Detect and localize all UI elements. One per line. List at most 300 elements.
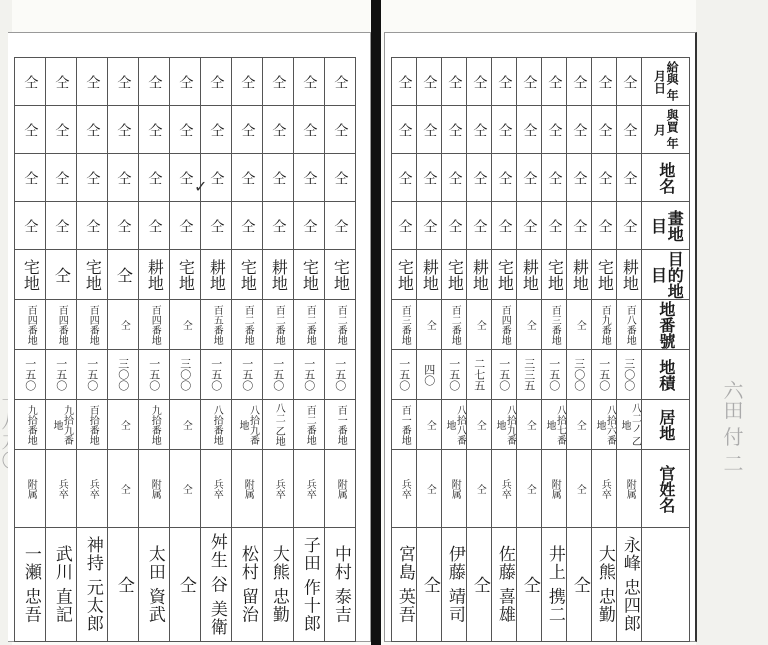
left-entry: 附属 — [149, 478, 161, 499]
left-cell — [170, 250, 201, 300]
left-entry: 仝 — [146, 218, 163, 233]
right-cell — [617, 58, 642, 106]
right-entry: 耕地 — [620, 258, 640, 291]
right-cell — [592, 350, 617, 400]
right-entry: 宅地 — [595, 258, 615, 291]
left-entry: 百拾番地 — [87, 404, 99, 445]
right-entry: 附属 — [624, 478, 636, 499]
right-cell — [417, 350, 442, 400]
left-cell — [15, 106, 46, 154]
right-cell — [392, 58, 417, 106]
right-cell — [517, 154, 542, 202]
left-entry: 宅地 — [176, 258, 196, 291]
left-cell — [201, 528, 232, 642]
left-cell — [108, 202, 139, 250]
left-entry: 仝 — [53, 170, 70, 185]
left-entry: 仝 — [270, 122, 287, 137]
right-cell — [567, 106, 592, 154]
left-cell — [15, 202, 46, 250]
right-cell — [467, 350, 492, 400]
left-cell — [294, 450, 325, 528]
right-entry: 仝 — [446, 170, 463, 185]
right-cell — [467, 202, 492, 250]
right-entry: 兵卒 — [499, 478, 511, 499]
right-cell — [542, 350, 567, 400]
left-cell — [201, 450, 232, 528]
right-cell — [467, 58, 492, 106]
left-entry: 仝 — [177, 74, 194, 89]
left-entry: 仝 — [22, 170, 39, 185]
right-cell — [492, 400, 517, 450]
left-cell — [46, 154, 77, 202]
left-cell — [201, 350, 232, 400]
left-entry: 仝 — [208, 218, 225, 233]
right-entry: 仝 — [521, 218, 538, 233]
right-entry: 仝 — [446, 74, 463, 89]
right-cell — [642, 400, 690, 450]
left-cell — [325, 58, 356, 106]
right-cell — [442, 202, 467, 250]
right-cell — [417, 450, 442, 528]
left-register-grid — [14, 57, 356, 642]
left-entry: 仝 — [118, 483, 130, 494]
left-cell — [77, 154, 108, 202]
left-cell — [46, 300, 77, 350]
right-cell — [542, 450, 567, 528]
left-entry: 一五〇 — [85, 358, 99, 391]
right-cell — [492, 350, 517, 400]
right-entry: 一五〇 — [597, 358, 611, 391]
right-cell — [517, 58, 542, 106]
right-cell — [542, 202, 567, 250]
right-entry: 二七五 — [472, 358, 486, 391]
left-entry: 九拾九番地 — [51, 404, 73, 445]
right-cell — [467, 450, 492, 528]
left-entry: 宅地 — [83, 258, 103, 291]
right-cell — [517, 450, 542, 528]
left-cell — [139, 106, 170, 154]
left-cell — [232, 450, 263, 528]
right-entry: 永峰 忠四郎 — [619, 536, 640, 633]
left-cell — [77, 250, 108, 300]
left-cell — [170, 400, 201, 450]
right-cell — [492, 58, 517, 106]
right-cell — [392, 300, 417, 350]
right-cell — [592, 250, 617, 300]
right-entry: 仝 — [519, 575, 540, 594]
right-cell — [392, 400, 417, 450]
left-entry: 仝 — [118, 319, 130, 330]
left-entry: 兵卒 — [273, 478, 285, 499]
right-entry: 佐藤 喜雄 — [494, 545, 515, 624]
right-cell — [617, 154, 642, 202]
left-entry: 三〇〇 — [178, 358, 192, 391]
left-cell — [108, 528, 139, 642]
right-entry: 兵卒 — [599, 478, 611, 499]
right-cell — [542, 250, 567, 300]
right-entry: 井上 携二 — [544, 545, 565, 624]
right-entry: 宅地 — [495, 258, 515, 291]
right-register-grid — [391, 57, 690, 642]
right-cell — [642, 58, 690, 106]
left-entry: 仝 — [332, 170, 349, 185]
right-cell — [442, 350, 467, 400]
right-entry: 附属 — [549, 478, 561, 499]
right-entry: 仝 — [571, 170, 588, 185]
left-entry: 仝 — [208, 74, 225, 89]
header-label: 地番號 — [656, 300, 676, 349]
right-cell — [642, 106, 690, 154]
right-cell — [542, 58, 567, 106]
left-cell — [294, 154, 325, 202]
left-entry: 耕地 — [269, 258, 289, 291]
left-cell — [77, 350, 108, 400]
right-cell — [542, 300, 567, 350]
right-cell — [467, 400, 492, 450]
right-entry: 仝 — [396, 74, 413, 89]
right-entry: 仝 — [474, 419, 486, 430]
left-entry: 仝 — [301, 170, 318, 185]
left-entry: 舛生 谷 美衛 — [206, 533, 227, 636]
right-entry: 仝 — [621, 74, 638, 89]
right-cell — [642, 528, 690, 642]
right-entry: 仝 — [524, 419, 536, 430]
left-cell — [263, 154, 294, 202]
right-entry: 百八番地 — [624, 304, 636, 345]
right-entry: 八二ノ 乙地 — [619, 402, 641, 447]
right-cell — [442, 400, 467, 450]
right-entry: 百九番地 — [599, 304, 611, 345]
left-cell — [263, 450, 294, 528]
left-entry: 仝 — [301, 74, 318, 89]
left-cell — [15, 528, 46, 642]
left-entry: 百五番地 — [211, 304, 223, 345]
left-cell — [46, 450, 77, 528]
left-entry: 百二番地 — [273, 304, 285, 345]
left-entry: 仝 — [115, 170, 132, 185]
right-cell — [567, 250, 592, 300]
right-entry: 仝 — [596, 74, 613, 89]
left-entry: 仝 — [113, 575, 134, 594]
right-entry: 仝 — [474, 319, 486, 330]
right-cell — [592, 528, 617, 642]
left-cell — [139, 154, 170, 202]
left-entry: 耕地 — [145, 258, 165, 291]
left-cell — [15, 450, 46, 528]
left-entry: 仝 — [332, 122, 349, 137]
left-cell — [294, 528, 325, 642]
left-cell — [294, 250, 325, 300]
left-entry: 仝 — [239, 122, 256, 137]
right-cell — [642, 350, 690, 400]
right-cell — [492, 300, 517, 350]
right-cell — [517, 350, 542, 400]
left-cell — [108, 300, 139, 350]
left-entry: 仝 — [115, 218, 132, 233]
right-entry: 仝 — [569, 575, 590, 594]
left-cell — [77, 58, 108, 106]
left-page — [8, 32, 371, 642]
right-cell — [617, 300, 642, 350]
left-entry: 仝 — [53, 218, 70, 233]
right-entry: 附属 — [449, 478, 461, 499]
left-cell — [108, 58, 139, 106]
right-cell — [567, 450, 592, 528]
right-entry: 仝 — [596, 122, 613, 137]
right-entry: 耕地 — [570, 258, 590, 291]
left-cell — [46, 202, 77, 250]
right-cell — [417, 58, 442, 106]
right-cell — [392, 154, 417, 202]
left-entry: 仝 — [84, 170, 101, 185]
left-cell — [139, 202, 170, 250]
left-entry: 三〇〇 — [116, 358, 130, 391]
right-cell — [617, 528, 642, 642]
header-label: 給與 年月日 — [652, 61, 680, 102]
right-entry: 仝 — [496, 74, 513, 89]
header-label: 官姓名 — [656, 464, 676, 513]
left-cell — [15, 300, 46, 350]
left-entry: 百二番地 — [304, 304, 316, 345]
left-cell — [263, 528, 294, 642]
right-entry: 仝 — [471, 74, 488, 89]
right-entry: 伊藤 靖司 — [444, 545, 465, 624]
left-entry: 仝 — [146, 74, 163, 89]
right-entry: 仝 — [546, 74, 563, 89]
left-cell — [325, 400, 356, 450]
left-entry: 宅地 — [21, 258, 41, 291]
left-cell — [294, 202, 325, 250]
right-cell — [592, 106, 617, 154]
left-entry: 一五〇 — [209, 358, 223, 391]
left-entry: 百四番地 — [25, 304, 37, 345]
left-cell — [139, 528, 170, 642]
right-cell — [442, 106, 467, 154]
left-entry: 一五〇 — [333, 358, 347, 391]
left-cell — [263, 300, 294, 350]
left-cell — [232, 106, 263, 154]
left-entry: 仝 — [270, 218, 287, 233]
left-cell — [170, 300, 201, 350]
right-cell — [442, 528, 467, 642]
left-entry: 仝 — [22, 218, 39, 233]
left-entry: 仝 — [84, 122, 101, 137]
right-cell — [567, 58, 592, 106]
left-cell — [170, 350, 201, 400]
left-cell — [201, 400, 232, 450]
right-entry: 仝 — [469, 575, 490, 594]
left-cell — [232, 400, 263, 450]
right-cell — [417, 528, 442, 642]
left-cell — [325, 250, 356, 300]
right-entry: 仝 — [421, 218, 438, 233]
left-cell — [325, 350, 356, 400]
right-entry: 仝 — [421, 170, 438, 185]
right-cell — [492, 106, 517, 154]
left-cell — [108, 450, 139, 528]
left-cell — [15, 400, 46, 450]
left-entry: 神持 元太郎 — [82, 536, 103, 633]
left-cell — [325, 450, 356, 528]
right-cell — [592, 450, 617, 528]
right-cell — [392, 106, 417, 154]
right-cell — [592, 300, 617, 350]
left-cell — [201, 300, 232, 350]
right-cell — [517, 202, 542, 250]
right-cell — [417, 400, 442, 450]
right-entry: 百二番地 — [449, 304, 461, 345]
left-entry: 一五〇 — [54, 358, 68, 391]
left-cell — [46, 400, 77, 450]
left-entry: 九拾番地 — [149, 404, 161, 445]
left-entry: 宅地 — [300, 258, 320, 291]
left-cell — [201, 106, 232, 154]
left-cell — [15, 58, 46, 106]
right-entry: 八拾六番地 — [594, 404, 616, 445]
right-cell — [542, 400, 567, 450]
left-cell — [294, 106, 325, 154]
left-entry: 仝 — [208, 170, 225, 185]
right-entry: 仝 — [596, 170, 613, 185]
left-cell — [46, 58, 77, 106]
left-entry: 仝 — [84, 218, 101, 233]
left-cell — [232, 300, 263, 350]
left-cell — [139, 58, 170, 106]
right-cell — [642, 450, 690, 528]
right-entry: 仝 — [524, 319, 536, 330]
right-cell — [467, 106, 492, 154]
right-entry: 大熊 忠勤 — [594, 545, 615, 624]
right-entry: 百三番地 — [549, 304, 561, 345]
right-entry: 仝 — [574, 483, 586, 494]
right-cell — [442, 58, 467, 106]
right-entry: 仝 — [474, 483, 486, 494]
left-entry: 附属 — [242, 478, 254, 499]
right-entry: 八拾九番地 — [494, 404, 516, 445]
left-cell — [108, 400, 139, 450]
left-entry: 耕地 — [207, 258, 227, 291]
right-entry: 宅地 — [395, 258, 415, 291]
left-cell — [232, 350, 263, 400]
right-cell — [517, 106, 542, 154]
left-entry: 仝 — [84, 74, 101, 89]
left-cell — [232, 154, 263, 202]
left-cell — [170, 58, 201, 106]
right-cell — [592, 58, 617, 106]
right-entry: 仝 — [396, 122, 413, 137]
left-cell — [170, 202, 201, 250]
left-cell — [46, 106, 77, 154]
right-entry: 仝 — [621, 122, 638, 137]
right-entry: 仝 — [571, 122, 588, 137]
right-entry: 百四番地 — [499, 304, 511, 345]
left-cell — [263, 106, 294, 154]
left-cell — [77, 202, 108, 250]
left-cell — [263, 250, 294, 300]
left-entry: 仝 — [118, 419, 130, 430]
left-entry: 九拾番地 — [25, 404, 37, 445]
left-cell — [46, 528, 77, 642]
right-entry: 耕地 — [520, 258, 540, 291]
right-entry: 一五〇 — [397, 358, 411, 391]
right-cell — [617, 106, 642, 154]
left-entry: 百二番地 — [304, 404, 316, 445]
right-entry: 仝 — [424, 319, 436, 330]
left-entry: 宅地 — [331, 258, 351, 291]
right-entry: 三〇〇 — [572, 358, 586, 391]
left-entry: 仝 — [22, 122, 39, 137]
left-entry: 仝 — [180, 419, 192, 430]
left-cell — [46, 250, 77, 300]
right-entry: 兵卒 — [399, 478, 411, 499]
right-entry: 宅地 — [445, 258, 465, 291]
left-cell — [263, 202, 294, 250]
right-entry: 仝 — [424, 483, 436, 494]
right-entry: 仝 — [546, 122, 563, 137]
right-entry: 耕地 — [470, 258, 490, 291]
left-entry: 太田 資武 — [144, 545, 165, 624]
left-cell — [263, 350, 294, 400]
right-cell — [417, 300, 442, 350]
right-cell — [442, 250, 467, 300]
right-entry: 仝 — [574, 419, 586, 430]
left-cell — [232, 202, 263, 250]
right-entry: 仝 — [524, 483, 536, 494]
book-spine — [371, 0, 381, 645]
right-entry: 仝 — [446, 122, 463, 137]
left-entry: 仝 — [177, 122, 194, 137]
header-label: 居地 — [656, 408, 676, 441]
right-cell — [492, 202, 517, 250]
left-entry: 仝 — [270, 170, 287, 185]
left-cell — [77, 528, 108, 642]
left-entry: 兵卒 — [56, 478, 68, 499]
left-entry: 大熊 忠勤 — [268, 545, 289, 624]
right-entry: 百一番地 — [399, 404, 411, 445]
left-entry: 一五〇 — [271, 358, 285, 391]
left-entry: 仝 — [53, 74, 70, 89]
right-cell — [592, 202, 617, 250]
right-entry: 仝 — [574, 319, 586, 330]
left-entry: 仝 — [180, 483, 192, 494]
header-label: 目的地目 — [648, 250, 685, 299]
right-cell — [492, 450, 517, 528]
right-cell — [492, 528, 517, 642]
right-cell — [567, 350, 592, 400]
right-cell — [467, 154, 492, 202]
right-entry: 仝 — [596, 218, 613, 233]
right-entry: 仝 — [521, 122, 538, 137]
right-entry: 仝 — [546, 170, 563, 185]
right-entry: 仝 — [546, 218, 563, 233]
left-cell — [77, 450, 108, 528]
right-cell — [467, 300, 492, 350]
right-entry: 仝 — [419, 575, 440, 594]
right-entry: 仝 — [521, 74, 538, 89]
left-cell — [294, 58, 325, 106]
right-cell — [442, 154, 467, 202]
left-cell — [325, 154, 356, 202]
right-cell — [392, 450, 417, 528]
right-entry: 仝 — [496, 218, 513, 233]
right-entry: 仝 — [471, 122, 488, 137]
left-entry: 仝 — [301, 218, 318, 233]
left-cell — [139, 250, 170, 300]
right-entry: 仝 — [496, 170, 513, 185]
header-label: 地名 — [656, 161, 676, 194]
left-entry: 中村 泰吉 — [330, 545, 351, 624]
header-label: 畫地目 — [648, 209, 685, 242]
